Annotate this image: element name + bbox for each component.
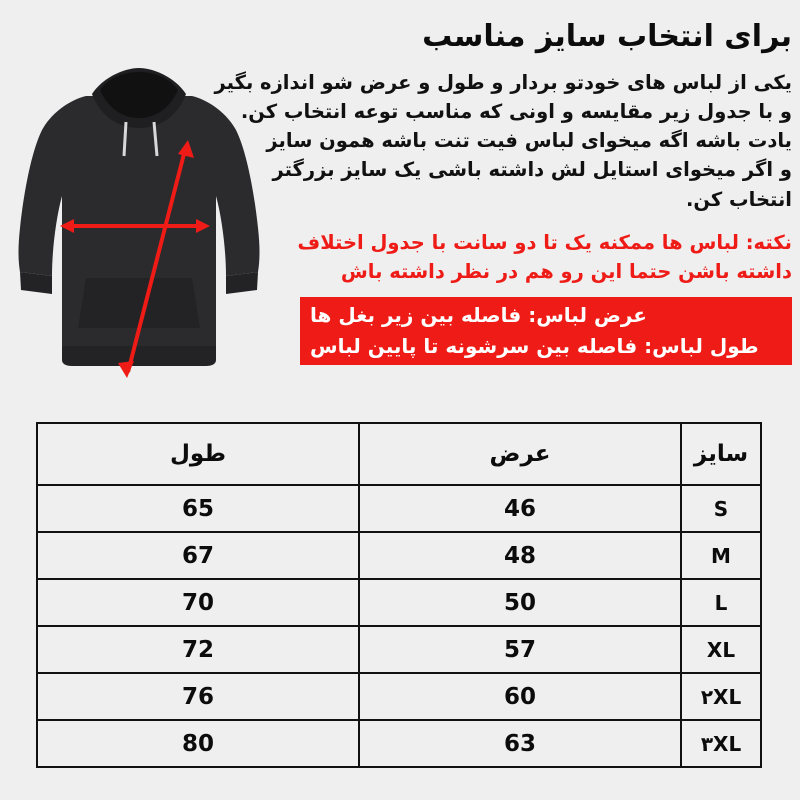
- banner-line-length: طول لباس: فاصله بین سرشونه تا پایین لباس: [310, 334, 759, 358]
- cell-size: XL: [681, 626, 761, 673]
- body-line-2: و با جدول زیر مقایسه و اونی که مناسب توعه انتخاب کن.: [240, 99, 792, 123]
- page-title: برای انتخاب سایز مناسب: [422, 19, 792, 54]
- body-line-4: و اگر میخوای استایل لش داشته باشی یک سایز بزرگتر: [272, 158, 792, 182]
- table-row: [37, 626, 761, 673]
- cell-size: ۳XL: [681, 720, 761, 767]
- table-header-width: عرض: [359, 423, 681, 485]
- intro-text-column: [214, 18, 792, 286]
- table-row: [37, 579, 761, 626]
- banner-line-width: عرض لباس: فاصله بین زیر بغل ها: [310, 303, 647, 327]
- hoodie-illustration: [8, 60, 268, 390]
- cell-width: 57: [359, 626, 681, 673]
- table-header-size: سایز: [681, 423, 761, 485]
- body-line-3: یادت باشه اگه میخوای لباس فیت تنت باشه همون سایز: [266, 129, 792, 152]
- cell-width: 48: [359, 532, 681, 579]
- size-table: [36, 422, 762, 768]
- table-row: [37, 485, 761, 532]
- size-table-wrap: [38, 422, 762, 768]
- note-line-1: نکته: لباس ها ممکنه یک تا دو سانت با جدول اختلاف: [297, 230, 792, 254]
- cell-length: 80: [37, 720, 359, 767]
- body-paragraph: [214, 68, 792, 214]
- cell-width: 60: [359, 673, 681, 720]
- cell-width: 46: [359, 485, 681, 532]
- table-header-row: [37, 423, 761, 485]
- cell-size: L: [681, 579, 761, 626]
- table-header-length: طول: [37, 423, 359, 485]
- table-row: [37, 720, 761, 767]
- cell-size: M: [681, 532, 761, 579]
- note-paragraph: [272, 228, 792, 287]
- body-line-1: یکی از لباس های خودتو بردار و طول و عرض شو اندازه بگیر: [214, 70, 792, 94]
- cell-length: 67: [37, 532, 359, 579]
- cell-length: 72: [37, 626, 359, 673]
- table-row: [37, 532, 761, 579]
- cell-size: S: [681, 485, 761, 532]
- body-line-5: انتخاب کن.: [685, 187, 792, 211]
- table-row: [37, 673, 761, 720]
- cell-size: ۲XL: [681, 673, 761, 720]
- measurement-definition-banner: [300, 297, 792, 365]
- cell-length: 76: [37, 673, 359, 720]
- cell-width: 63: [359, 720, 681, 767]
- note-line-2: داشته باشن حتما این رو هم در نظر داشته باش: [340, 260, 792, 283]
- cell-width: 50: [359, 579, 681, 626]
- cell-length: 65: [37, 485, 359, 532]
- cell-length: 70: [37, 579, 359, 626]
